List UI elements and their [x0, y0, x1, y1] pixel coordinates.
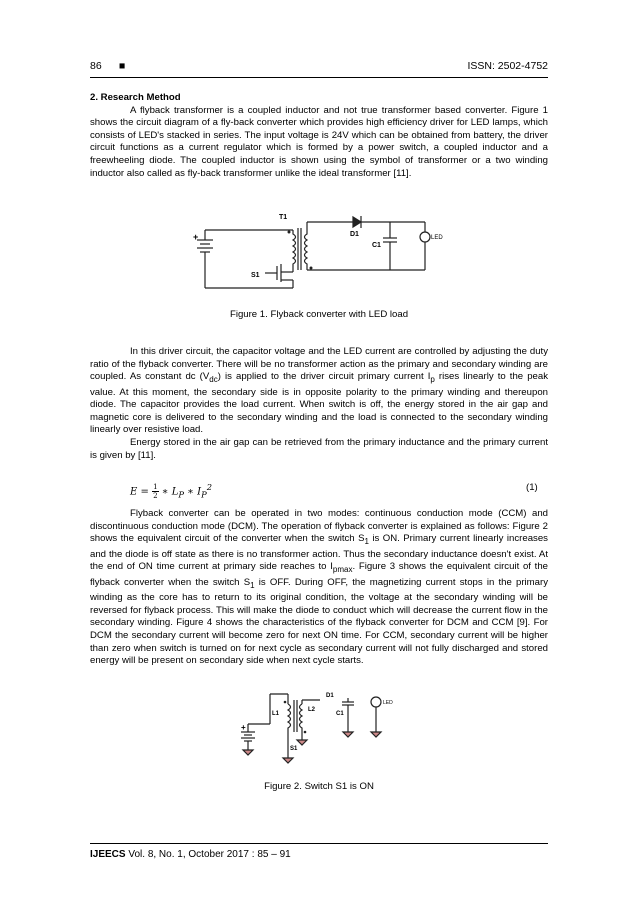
header-marker: ■ [119, 60, 126, 72]
equation-1 [130, 480, 212, 501]
eq-l-sub: P [178, 489, 184, 500]
page-footer [90, 849, 291, 860]
fig1-label-led: LED [431, 235, 443, 241]
eq-lhs: E [130, 486, 138, 498]
eq-l: L [171, 486, 179, 498]
fig2-label-d1: D1 [326, 693, 334, 699]
fig2-label-plus: + [241, 723, 246, 732]
page-header [90, 60, 548, 74]
equation-number: (1) [526, 482, 538, 493]
journal-name: IJEECS [90, 849, 126, 860]
subscript-1a: 1 [364, 537, 369, 547]
fig2-label-l1: L1 [272, 711, 280, 717]
header-rule [90, 77, 548, 78]
section-body [90, 346, 548, 462]
paragraph-2a: In this driver circuit, the capacitor voltage and the LED current are controlled by adjusting the duty ratio of the flyback converter. There will be no transformer action as the primary and secondary winding are coupled. As constant dc (V [90, 346, 548, 383]
fig1-label-s1: S1 [251, 272, 260, 279]
fig2-label-c1: C1 [336, 711, 344, 717]
figure-1-circuit [185, 210, 455, 290]
paragraph-1: A flyback transformer is a coupled inductor and not true transformer based converter. Figure 1 shows the circuit diagram of a fly-back converter which provides high efficiency driver for LED lamps, which consists of LED's stacked in series. The input voltage is 24V which can be obtained from battery, the driver circuit functions as a current regulator which is formed by a power switch, a coupled inductor and a freewheeling diode. The coupled inductor is shown using the symbol of transformer or a two winding inductor also called as fly-back transformer unlike the ideal transformer [11]. [90, 104, 548, 179]
eq-op2: ∗ [187, 486, 194, 498]
paragraph-2b: ) is applied to the driver circuit primary current I [217, 371, 431, 383]
fig1-label-t1: T1 [279, 214, 288, 221]
fig2-label-led: LED [383, 700, 393, 706]
figure-2-caption: Figure 2. Switch S1 is ON [264, 781, 374, 792]
subscript-1b: 1 [250, 580, 255, 590]
section-modes [90, 508, 548, 668]
section-intro [90, 92, 548, 180]
fig2-label-s1: S1 [290, 746, 298, 752]
eq-frac-num: 1 [153, 483, 158, 492]
paragraph-2c: rises linearly to the peak value. At this moment, the secondary side is in opposite polarity to the primary winding and thereupon diode. The capacitor provides the load current. When switch is off, the energy stored in the air gap and magnetic core is delivered to the secondary winding and the load is connected to the secondary winding linearly over resistive load. [90, 371, 548, 436]
eq-equals: = [140, 486, 149, 498]
page-number: 86 [90, 60, 102, 72]
paragraph-4a: Flyback converter can be operated in two modes: continuous conduction mode (CCM) and discontinuous conduction mode (DCM). The operation of flyback converter is explained as follows: Figure 2 shows the equivalent circuit of the converter when the switch S [90, 508, 548, 545]
journal-volume: Vol. 8, No. 1, October 2017 : 85 – 91 [125, 849, 291, 860]
paragraph-3: Energy stored in the air gap can be retrieved from the primary inductance and the primary current is given by [11]. [90, 437, 548, 461]
eq-i: I [197, 486, 202, 498]
fig2-label-l2: L2 [308, 707, 316, 713]
eq-frac-den: 2 [153, 492, 158, 501]
fig1-label-c1: C1 [372, 242, 381, 249]
paragraph-2 [90, 346, 548, 437]
eq-op1: ∗ [161, 486, 169, 498]
paragraph-4c: . Figure 3 shows the equivalent circuit of the flyback converter when the switch S [90, 561, 548, 588]
paragraph-4b: is ON. Primary current linearly increases and the diode is off state as there is no transformer action. Thus the secondary inductance doesn't exist. At the end of ON time current at primary side reaches to I [90, 533, 548, 573]
issn: ISSN: 2502-4752 [467, 60, 548, 72]
figure-1-caption: Figure 1. Flyback converter with LED load [229, 309, 409, 320]
fig1-label-d1: D1 [350, 231, 359, 238]
fig1-label-plus: + [193, 232, 199, 242]
section-heading: 2. Research Method [90, 92, 181, 103]
subscript-pmax: pmax [332, 565, 353, 575]
eq-i-sub: P [201, 489, 207, 500]
footer-rule [90, 843, 548, 844]
eq-i-sup: 2 [206, 482, 213, 492]
paragraph-4d: is OFF. During OFF, the magnetizing current stops in the primary winding as the core has to return to its original condition, the voltage at the secondary winding will be reversed for flyback process. This will make the diode to conduct which will decrease the current flow in the secondary winding. Figure 4 shows the characteristics of the flyback converter for DCM and CCM [9]. For DCM the secondary current will become zero for next ON time. For CCM, secondary current will be higher than zero when switch is turned on for next cycle as secondary current will not fully discharged and stored energy will be present on secondary side when next cycle starts. [90, 576, 548, 667]
paragraph-4 [90, 508, 548, 668]
subscript-dc: dc [209, 375, 218, 385]
figure-2-circuit [240, 688, 400, 770]
subscript-p: p [430, 375, 435, 385]
eq-fraction [152, 483, 158, 500]
